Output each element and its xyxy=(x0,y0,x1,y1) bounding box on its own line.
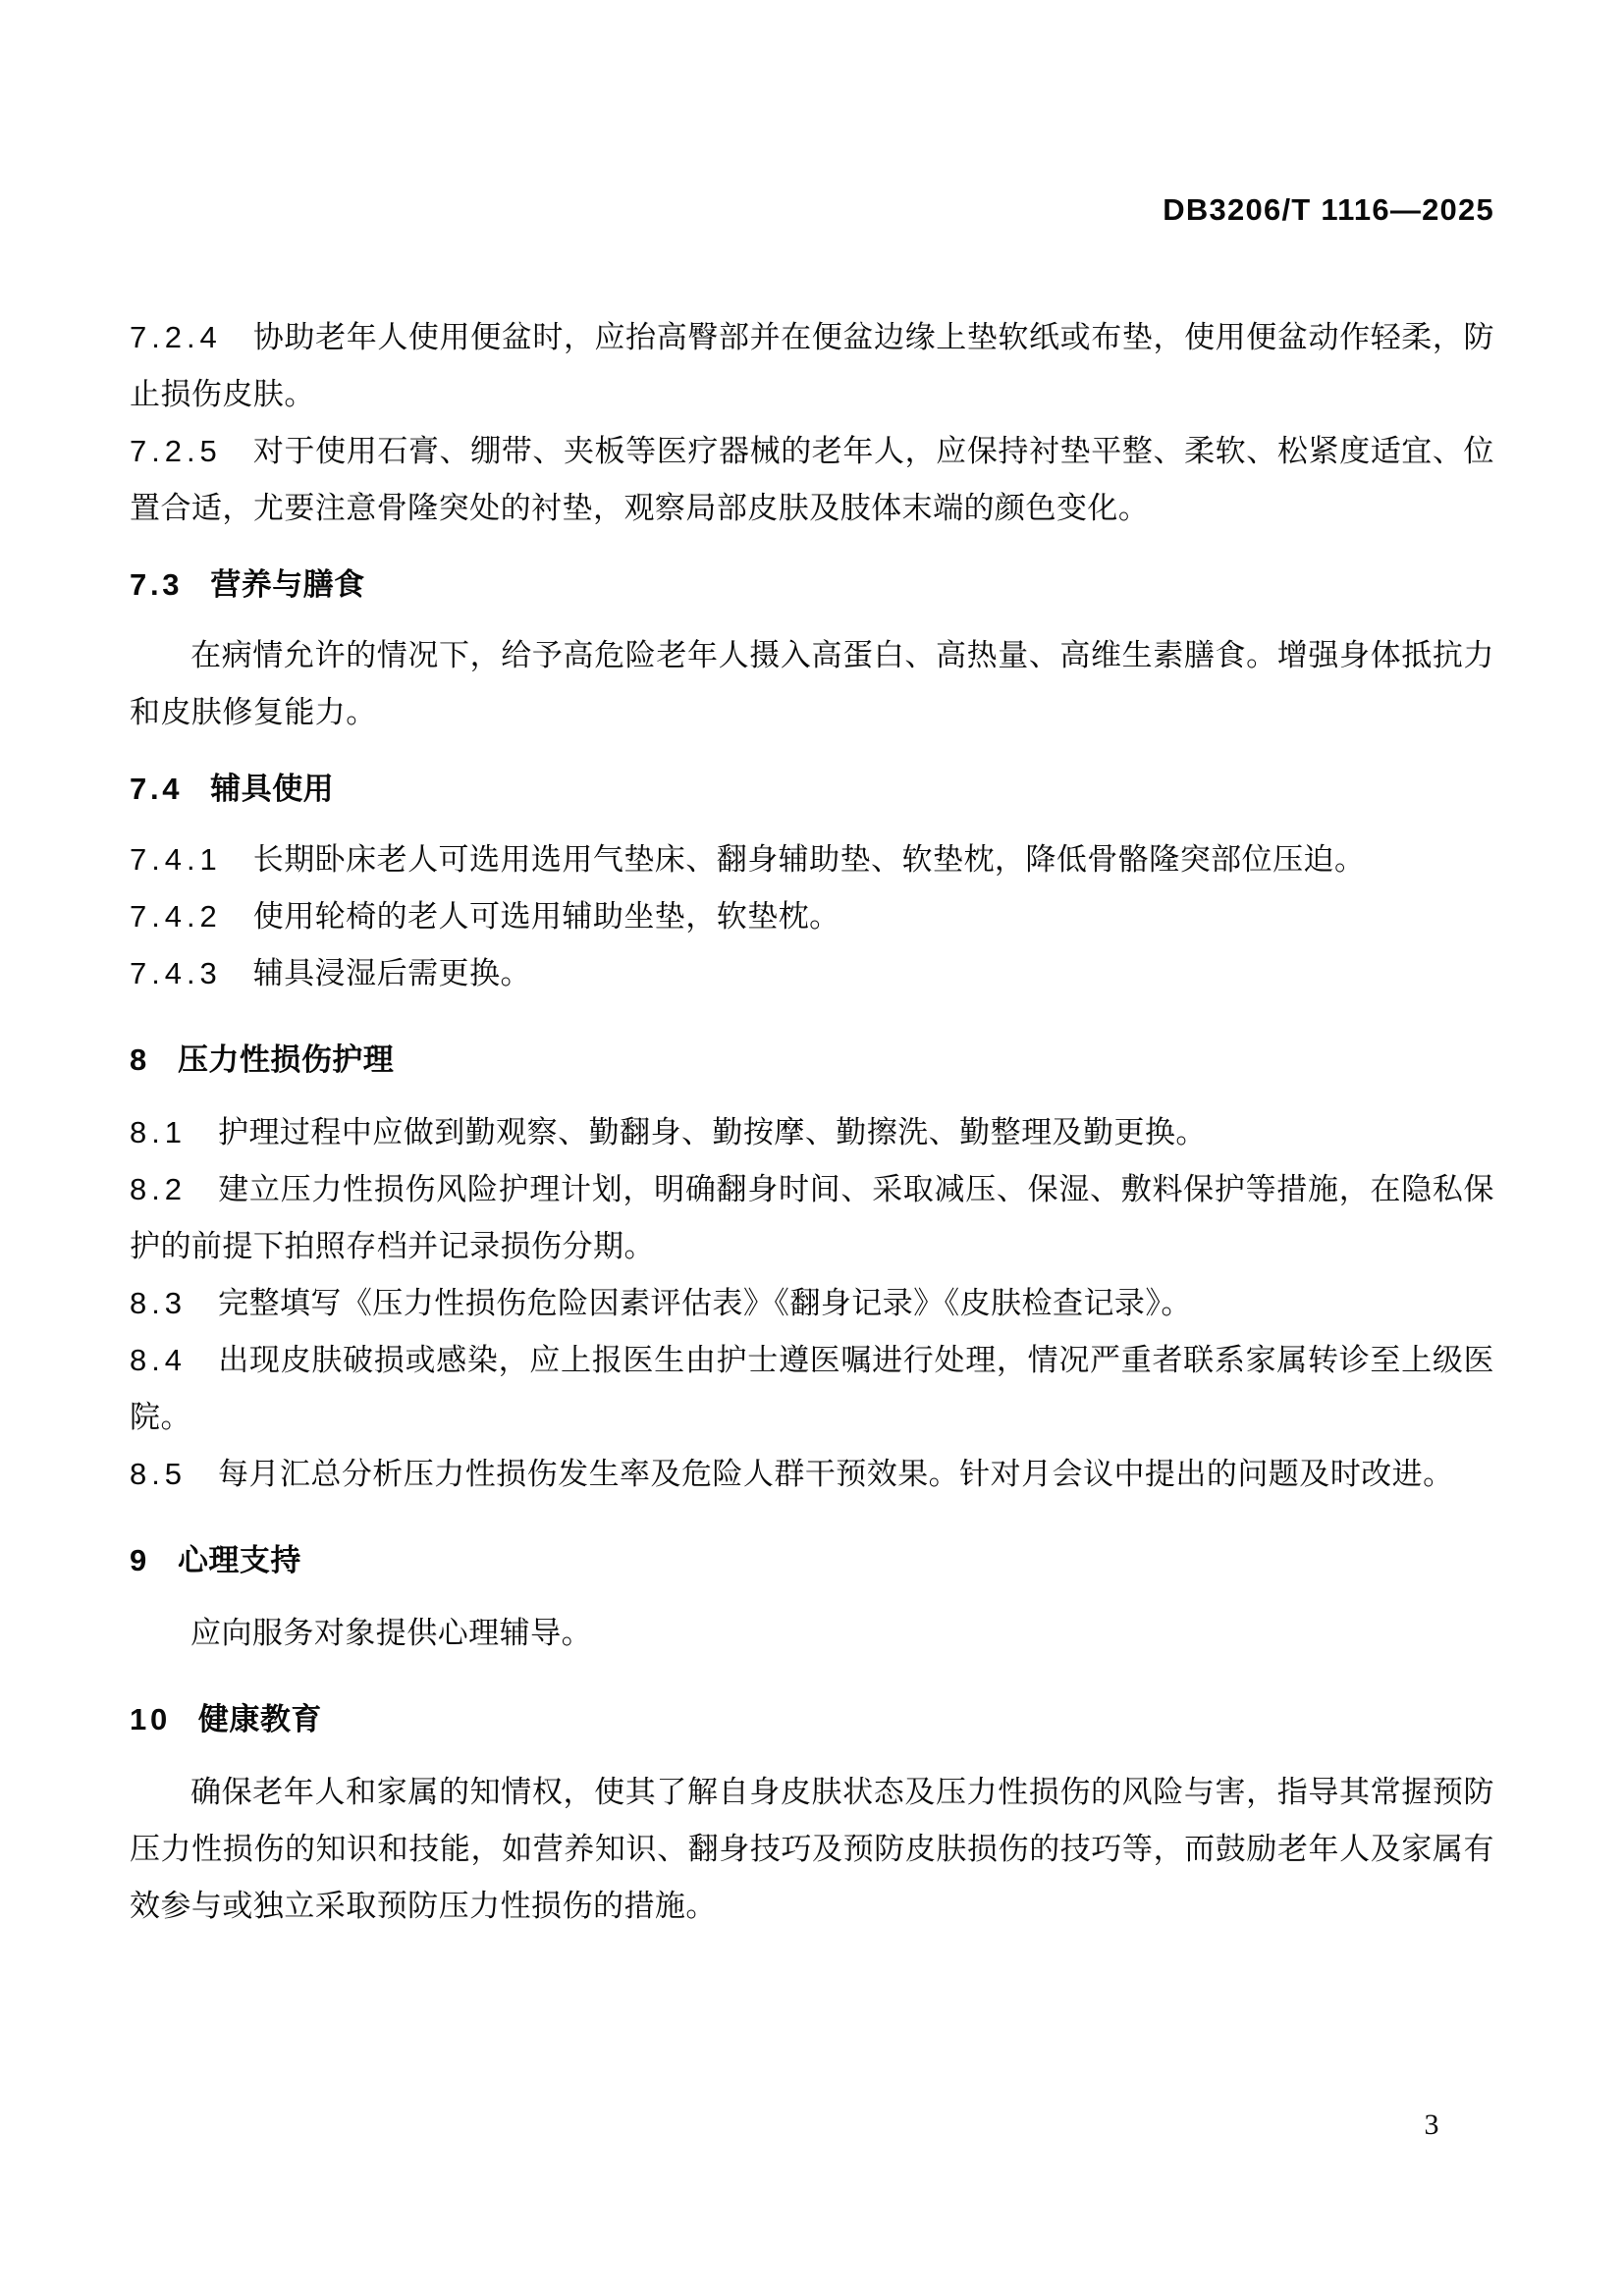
clause-text: 对于使用石膏、绷带、夹板等医疗器械的老年人，应保持衬垫平整、柔软、松紧度适宜、位置合适，尤要注意骨隆突处的衬垫，观察局部皮肤及肢体末端的颜色变化。 xyxy=(130,434,1494,525)
paragraph-10: 确保老年人和家属的知情权，使其了解自身皮肤状态及压力性损伤的风险与害，指导其常握预防压力性损伤的知识和技能，如营养知识、翻身技巧及预防皮肤损伤的技巧等，而鼓励老年人及家属有效参与或独立采取预防压力性损伤的措施。 xyxy=(130,1775,1494,1923)
clause-number: 8.5 xyxy=(130,1457,187,1491)
clause-text: 每月汇总分析压力性损伤发生率及危险人群干预效果。针对月会议中提出的问题及时改进。 xyxy=(217,1457,1454,1491)
clause-number: 7.4.1 xyxy=(130,842,222,877)
clause-text: 协助老年人使用便盆时，应抬高臀部并在便盆边缘上垫软纸或布垫，使用便盆动作轻柔，防止损伤皮肤。 xyxy=(130,320,1494,411)
heading-title: 压力性损伤护理 xyxy=(177,1042,395,1077)
heading-7-4 xyxy=(130,761,1494,818)
clause-text: 完整填写《压力性损伤危险因素评估表》《翻身记录》《皮肤检查记录》。 xyxy=(217,1286,1192,1320)
clause-7-2-5 xyxy=(130,423,1494,537)
heading-title: 辅具使用 xyxy=(210,772,335,806)
paragraph-9: 应向服务对象提供心理辅导。 xyxy=(190,1616,593,1650)
heading-title: 营养与膳食 xyxy=(210,567,365,602)
clause-text: 使用轮椅的老人可选用辅助坐垫，软垫枕。 xyxy=(252,899,840,934)
clause-8-5 xyxy=(130,1446,1494,1503)
document-content xyxy=(130,309,1494,1935)
heading-number: 7.3 xyxy=(130,567,184,602)
standard-number: DB3206/T 1116—2025 xyxy=(1163,192,1494,227)
clause-7-2-4 xyxy=(130,309,1494,423)
clause-7-4-3 xyxy=(130,945,1494,1002)
heading-title: 心理支持 xyxy=(177,1543,301,1577)
heading-title: 健康教育 xyxy=(197,1702,322,1736)
clause-text: 出现皮肤破损或感染，应上报医生由护士遵医嘱进行处理，情况严重者联系家属转诊至上级医院。 xyxy=(130,1343,1494,1434)
clause-8-1 xyxy=(130,1104,1494,1161)
clause-number: 8.1 xyxy=(130,1115,187,1149)
clause-number: 8.4 xyxy=(130,1343,187,1377)
heading-10 xyxy=(130,1691,1494,1748)
heading-number: 7.4 xyxy=(130,772,184,806)
clause-number: 8.2 xyxy=(130,1172,187,1206)
clause-7-4-1 xyxy=(130,831,1494,888)
clause-text: 护理过程中应做到勤观察、勤翻身、勤按摩、勤擦洗、勤整理及勤更换。 xyxy=(217,1115,1207,1149)
paragraph-7-3: 在病情允许的情况下，给予高危险老年人摄入高蛋白、高热量、高维生素膳食。增强身体抵抗力和皮肤修复能力。 xyxy=(130,638,1494,729)
clause-text: 长期卧床老人可选用选用气垫床、翻身辅助垫、软垫枕，降低骨骼隆突部位压迫。 xyxy=(252,842,1366,877)
clause-number: 7.2.5 xyxy=(130,434,222,468)
heading-number: 10 xyxy=(130,1702,171,1736)
heading-9 xyxy=(130,1532,1494,1589)
clause-number: 7.2.4 xyxy=(130,320,222,354)
heading-7-3 xyxy=(130,557,1494,614)
clause-number: 7.4.3 xyxy=(130,956,222,990)
clause-text: 辅具浸湿后需更换。 xyxy=(252,956,531,990)
clause-8-2 xyxy=(130,1161,1494,1275)
clause-text: 建立压力性损伤风险护理计划，明确翻身时间、采取减压、保湿、敷料保护等措施，在隐私保护的前提下拍照存档并记录损伤分期。 xyxy=(130,1172,1494,1263)
clause-7-4-2 xyxy=(130,888,1494,945)
heading-number: 9 xyxy=(130,1543,150,1577)
clause-8-3 xyxy=(130,1275,1494,1332)
clause-number: 8.3 xyxy=(130,1286,187,1320)
clause-number: 7.4.2 xyxy=(130,899,222,934)
page-number: 3 xyxy=(1424,2109,1439,2141)
heading-number: 8 xyxy=(130,1042,150,1077)
heading-8 xyxy=(130,1032,1494,1089)
clause-8-4 xyxy=(130,1332,1494,1446)
